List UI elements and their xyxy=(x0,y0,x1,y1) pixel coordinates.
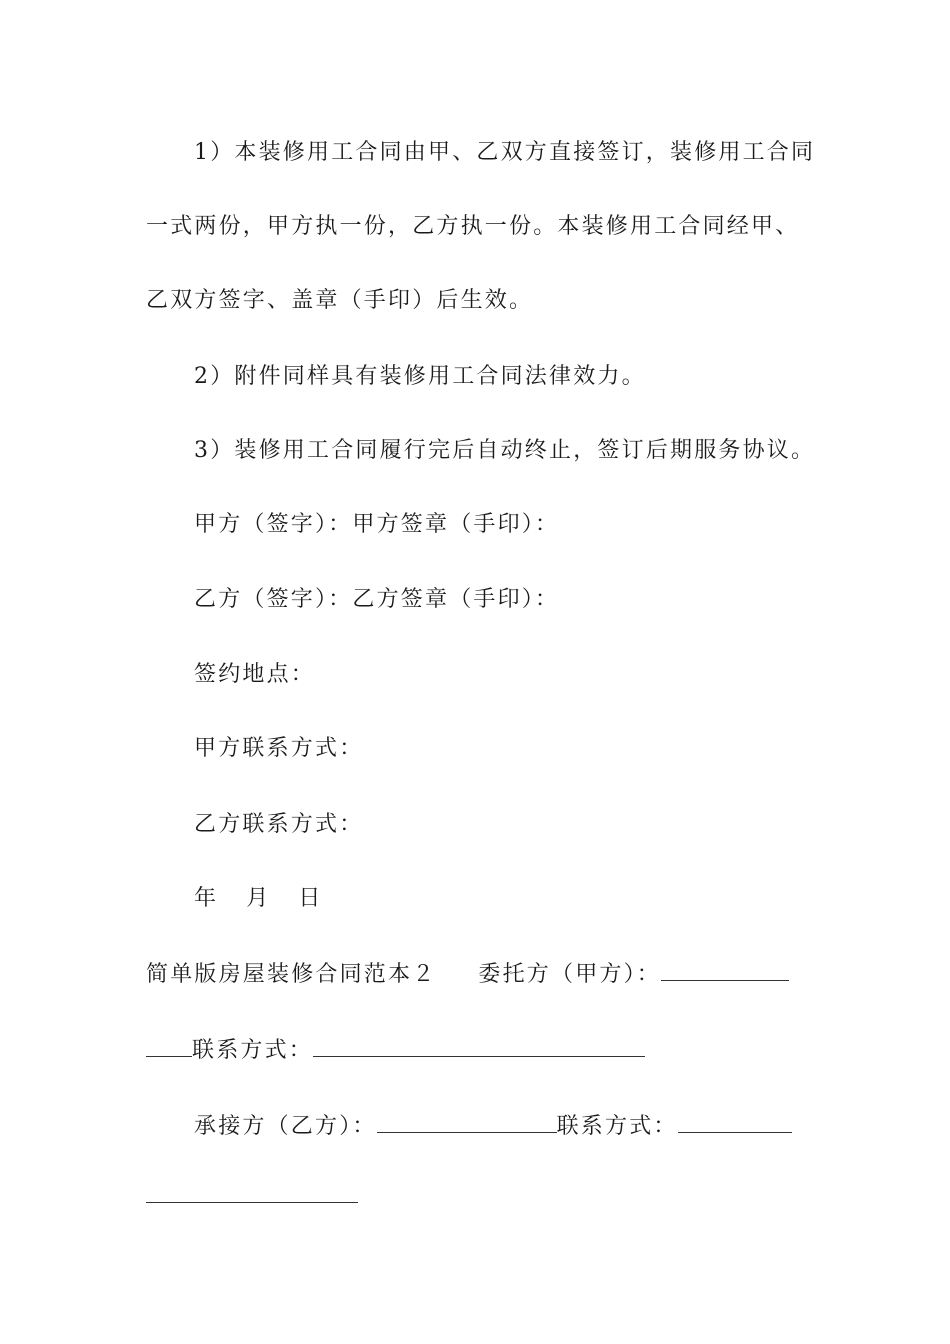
client-name-blank[interactable] xyxy=(661,958,789,981)
clause-3: 3）装修用工合同履行完后自动终止，签订后期服务协议。 xyxy=(194,438,816,463)
party-b-signature: 乙方（签字）：乙方签章（手印）： xyxy=(194,587,560,612)
contractor-label: 承接方（乙方）： xyxy=(194,1114,377,1139)
template-2-heading-line xyxy=(146,958,810,990)
party-a-signature: 甲方（签字）：甲方签章（手印）： xyxy=(194,512,560,537)
contractor-line xyxy=(146,1110,858,1142)
clause-1-line-2: 一式两份，甲方执一份，乙方执一份。本装修用工合同经甲、 xyxy=(146,214,800,239)
client-label: 委托方（甲方）： xyxy=(478,962,662,987)
clause-2: 2）附件同样具有装修用工合同法律效力。 xyxy=(194,364,646,389)
clause-1-line-1: 1）本装修用工合同由甲、乙双方直接签订，装修用工合同 xyxy=(194,140,816,165)
date-month: 月 xyxy=(246,886,271,911)
contractor-contact-continued-line xyxy=(146,1180,810,1212)
client-name-blank-continued[interactable] xyxy=(146,1034,192,1057)
template-2-title: 简单版房屋装修合同范本２ xyxy=(146,962,437,987)
client-contact-blank[interactable] xyxy=(313,1034,645,1057)
contractor-contact-blank-continued[interactable] xyxy=(146,1180,358,1203)
party-a-contact: 甲方联系方式： xyxy=(194,736,364,761)
signing-location: 签约地点： xyxy=(194,662,316,687)
party-b-contact: 乙方联系方式： xyxy=(194,812,364,837)
contractor-contact-blank[interactable] xyxy=(678,1110,792,1133)
contractor-contact-label: 联系方式： xyxy=(556,1114,678,1139)
date-day: 日 xyxy=(298,886,323,911)
contractor-name-blank[interactable] xyxy=(377,1110,557,1133)
date-year: 年 xyxy=(194,886,219,911)
clause-1-line-3: 乙双方签字、盖章（手印）后生效。 xyxy=(146,288,534,313)
date-line xyxy=(146,884,858,914)
client-contact-line xyxy=(146,1034,810,1066)
client-contact-label: 联系方式： xyxy=(192,1038,314,1063)
